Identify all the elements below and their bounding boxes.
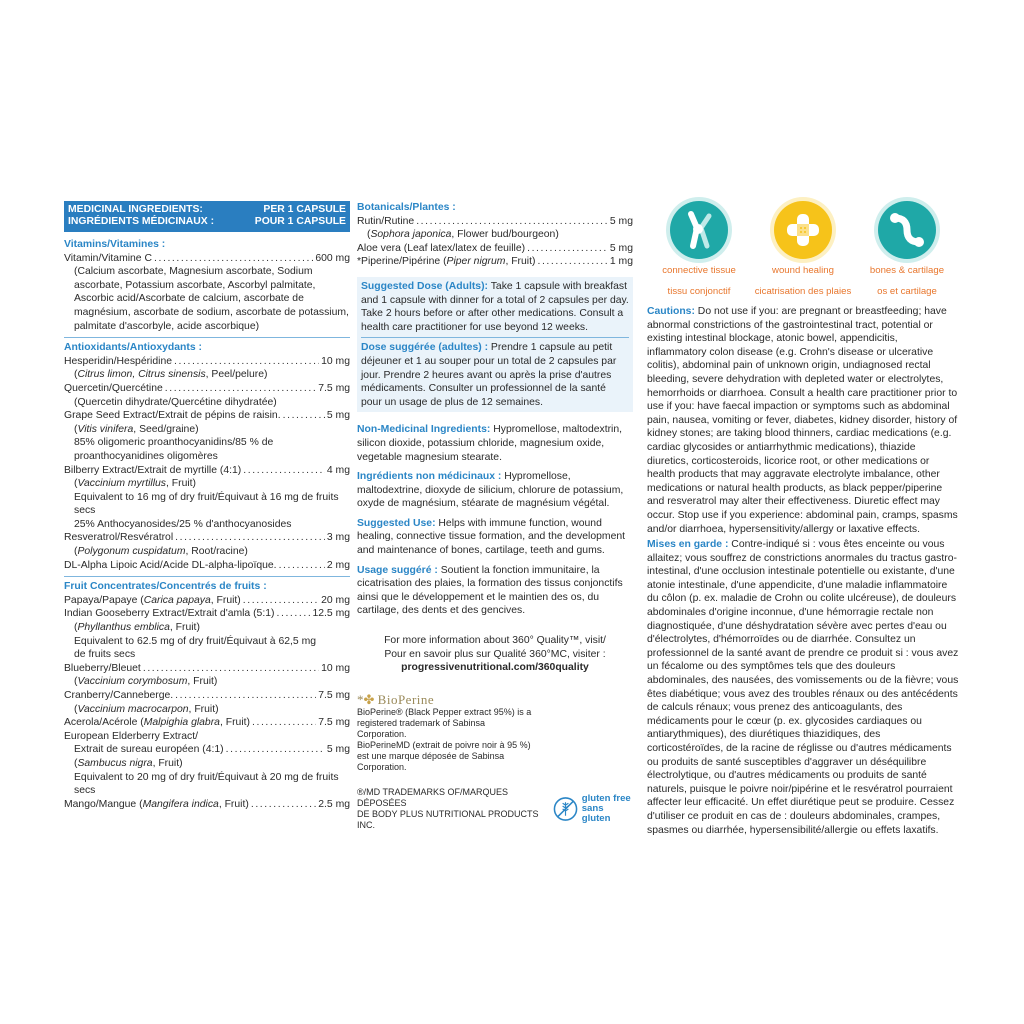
ingredient-note: (Vitis vinifera, Seed/graine) [74,423,199,435]
ingredient-name: Vitamin/Vitamine C [64,252,152,264]
ingredient-qty: 12.5 mg [312,608,350,620]
ingredient-note: (Sophora japonica, Flower bud/bourgeon) [367,229,559,241]
ingredient-name: Extrait de sureau européen (4:1) [74,744,224,756]
ingredient-qty: 10 mg [321,662,350,674]
ingredient-note: 85% oligomeric proanthocyanidins/85 % de proanthocyanidines oligomères [74,437,274,462]
bioperine-logo: *✤ BioPerine [357,691,435,707]
ingredient-row [64,689,350,703]
ingredient-name: Indian Gooseberry Extract/Extrait d'amla (5:1) [64,608,275,620]
ingredient-qty: 2.5 mg [318,798,350,810]
header-left-en: MEDICINAL INGREDIENTS: [68,204,203,215]
non-medicinal-en: Non-Medicinal Ingredients: Hypromellose, maltodextrin, silicon dioxide, potassium chloride, magnesium oxide, vegetable magnesium stearate. [357,424,623,463]
ingredient-qty: 1 mg [609,256,633,268]
medicinal-ingredients-column [64,201,350,811]
ingredient-note: (Vaccinium corymbosum, Fruit) [74,676,218,688]
suggested-use-fr: Usage suggéré : Soutient la fonction immunitaire, la cicatrisation des plaies, la formation des tissus conjonctifs ainsi que le développement et le maintien des os, du cartilage, des dents et des gencives. [357,564,623,617]
ingredient-row [64,252,350,266]
bioperine-block [357,693,537,773]
ingredient-row [357,255,633,269]
ingredient-note: (Phyllanthus emblica, Fruit) [74,622,200,634]
benefit-icons [647,201,959,298]
knee-joint-icon [670,201,728,259]
quality-info-fr: Pour en savoir plus sur Qualité 360°MC, visiter : [384,648,606,660]
ingredient-qty: 5 mg [609,242,633,254]
benefit-wound-healing [753,201,853,298]
ingredient-note: (Vaccinium myrtillus, Fruit) [74,478,197,490]
header-left-fr: INGRÉDIENTS MÉDICINAUX : [68,216,215,227]
bioperine-note-en: BioPerine® (Black Pepper extract 95%) is a registered trademark of Sabinsa Corporation. [357,706,532,739]
ingredient-name: Bilberry Extract/Extrait de myrtille (4:1) [64,464,242,476]
ingredient-note: (Polygonum cuspidatum, Root/racine) [74,546,248,558]
ingredient-row [64,409,350,423]
ingredient-note: Equivalent to 20 mg of dry fruit/Équivaut à 20 mg de fruits secs [74,771,339,797]
ingredient-row [64,607,350,621]
header-right-en: PER 1 CAPSULE [263,204,346,215]
bioperine-note-fr: BioPerineMD (extrait de poivre noir à 95 %) est une marque déposée de Sabinsa Corporation. [357,739,531,772]
bandage-icon [774,201,832,259]
divider [64,337,350,338]
ingredient-qty: 5 mg [326,744,350,756]
suggested-use-en: Suggested Use: Helps with immune function, wound healing, connective tissue formation, and the development and maintenance of bones, cartilage, teeth and gums. [357,517,626,557]
ingredient-qty: 7.5 mg [318,690,350,701]
ingredient-row [64,594,350,608]
ingredient-qty: 4 mg [326,464,350,476]
ingredient-note: Equivalent to 16 mg of dry fruit/Équivaut à 16 mg de fruits secs [74,491,339,517]
ingredient-row [64,355,350,369]
benefit-label-en: wound healing [772,265,834,276]
ingredient-note: (Quercetin dihydrate/Quercétine dihydratée) [74,396,277,408]
divider [64,576,350,577]
ingredient-name: Acerola/Acérole (Malpighia glabra, Fruit) [64,717,250,729]
ingredient-name: Quercetin/Quercétine [64,382,163,394]
non-medicinal-fr: Ingrédients non médicinaux : Hypromellose, maltodextrine, dioxyde de silicium, chlorure de potassium, oxyde de magnésium, stéarate de magnésium végétal. [357,471,624,510]
antioxidants-title: Antioxidants/Antioxydants : [64,342,202,354]
ingredient-name: Cranberry/Canneberge. [64,690,174,701]
header-right-fr: POUR 1 CAPSULE [254,216,346,227]
ingredient-row [64,662,350,676]
gluten-free-badge: gluten free sans gluten [553,794,633,824]
ingredient-note: (Citrus limon, Citrus sinensis, Peel/pelure) [74,369,268,381]
bone-icon [878,201,936,259]
ingredient-row [357,215,633,229]
ingredient-name: Mango/Mangue (Mangifera indica, Fruit) [64,798,249,810]
benefit-label-fr: cicatrisation des plaies [754,286,852,297]
ingredient-qty: 3 mg [326,532,350,544]
ingredient-row [64,559,350,573]
ingredient-qty: 5 mg [326,410,350,422]
benefit-label-en: bones & cartilage [869,265,945,276]
ingredient-name: Papaya/Papaye (Carica papaya, Fruit) [64,594,241,606]
cautions-column [647,201,959,837]
directions-column [357,201,633,831]
divider [361,337,629,338]
benefit-label-en: connective tissue [662,265,736,276]
ingredient-row [64,531,350,545]
ingredient-qty: 7.5 mg [318,717,350,729]
trademark-note: ®/MD TRADEMARKS OF/MARQUES DÉPOSÉES DE BODY PLUS NUTRITIONAL PRODUCTS INC. [357,786,539,830]
ingredient-note: de fruits secs [74,649,136,661]
botanicals-title: Botanicals/Plantes : [357,202,456,213]
ingredient-name: Rutin/Rutine [357,215,415,227]
ingredient-row [64,464,350,478]
cautions-fr: Mises en garde : Contre-indiqué si : vous êtes enceinte ou vous allaitez; vous souffrez de constrictions anormales du tractus gastro-intestinal, d'une occlusion intestinale potentielle ou existante, d'une atonie intestinale, d'une appendicite, d'une maladie inflammatoire du côlon (p. ex. maladie de Crohn ou colite ulcéreuse), de douleurs abdominales d'origine inconnue, d'une hémorragie rectale non diagnostiquée, d'une déshydratation sévère avec pertes d'eau ou d'électrolytes, d'hémorroïdes ou de diarrhée. Consultez un professionnel de la santé avant de prendre ce produit si : vous avez un fécalome ou des symptômes tels que des douleurs abdominales, des nausées, des vomissements ou de la fièvre; vous êtes diabétique; vous avez des troubles rénaux ou des antécédents de calculs rénaux; vous prenez des anticoagulants, des médicaments pour le cœur (p. ex. glycosides cardiaques ou antiarythmiques), des diurétiques thiazidiques, des corticostéroïdes, de la racine de réglisse ou d'autres médicaments ou produits de santé susceptibles d'aggraver un déséquilibre électrolytique, ou d'autres médicaments ou produits de santé naturels, puisque le poivre noir/pipérine et le resvératrol pourraient affecter leur efficacité. Un effet diurétique peut se produire. Cessez d'utiliser ce produit en cas de : douleurs abdominales, crampes, spasmes ou diarrhée, hypersensibilité/allergie ou effets laxatifs. [647,539,959,836]
suggested-dose-en: Suggested Dose (Adults): Take 1 capsule with breakfast and 1 capsule with dinner for a total of 2 capsules per day. Take 2 hours before or after other medications. Consult a health care practitioner for use beyond 12 weeks. [361,280,629,333]
ingredient-row [357,242,633,256]
ingredient-name: Aloe vera (Leaf latex/latex de feuille) [357,242,526,254]
suggested-dose-box [357,277,633,412]
ingredient-name: Blueberry/Bleuet [64,662,141,674]
ingredient-name: European Elderberry Extract/ [64,730,198,742]
ingredient-note: Equivalent to 62.5 mg of dry fruit/Équivaut à 62,5 mg [74,635,317,647]
ingredient-row [64,716,350,730]
ingredient-qty: 7.5 mg [318,382,350,394]
cautions-en: Cautions: Do not use if you: are pregnant or breastfeeding; have abnormal constrictions of the gastrointestinal tract, potential or existing intestinal blockage, atonic bowel, appendicitis, inflammatory colon disease (e.g. Crohn's disease or ulcerative colitis), abdominal pain of unknown origin, undiagnosed rectal bleeding, severe dehydration with depleted water or electrolytes, hemorrhoids or diarrhoea. Consult a health care practitioner prior to use if you: have faecal impaction or symptoms such as abdominal pain, nausea, vomiting or fever, diabetes, kidney disorder, history of kidney stones; are taking blood thinners, cardiac medications (e.g. cardiac glycosides or antiarrhythmic medications), thiazide diuretics, corticosteroids, licorice root, or other medications or health products that may aggravate electrolyte imbalance, other medications or natural health products, as black pepper/piperine and resveratrol may alter their effectiveness. Diuretic effect may occur. Stop use if you experience: abdominal pain, cramps, spasms and/or diarrhoea, hypersensitivity/allergy or laxative effects. [647,306,958,535]
ingredients-header [64,201,350,232]
footer-row [357,787,633,831]
ingredient-name: Hesperidin/Hespéridine [64,355,173,367]
benefit-connective-tissue [649,201,749,298]
ingredient-name: Resveratrol/Resvératrol [64,532,174,544]
quality-info [357,634,633,675]
ingredient-name: DL-Alpha Lipoic Acid/Acide DL-alpha-lipoïque. [64,559,277,571]
ingredient-name: Grape Seed Extract/Extrait de pépins de raisin. [64,410,281,422]
ingredient-qty: 600 mg [315,252,350,264]
ingredient-qty: 10 mg [321,355,350,367]
ingredient-name: *Piperine/Pipérine (Piper nigrum, Fruit) [357,256,536,268]
gluten-free-icon [553,796,578,822]
ingredient-qty: 2 mg [326,559,350,571]
ingredient-note: 25% Anthocyanosides/25 % d'anthocyanosides [74,518,292,530]
ingredient-qty: 20 mg [321,594,350,606]
ingredient-note: (Vaccinium macrocarpon, Fruit) [74,703,219,715]
quality-url[interactable]: progressivenutritional.com/360quality [401,662,589,674]
suggested-dose-fr: Dose suggérée (adultes) : Prendre 1 capsule au petit déjeuner et 1 au souper pour un total de 2 capsules par jour. Prendre 2 heures avant ou après la prise d'autres médicaments. Consulter un professionnel de la santé pour un usage de plus de 12 semaines. [361,342,617,408]
ingredient-row [64,798,350,812]
benefit-bones-cartilage [857,201,957,298]
ingredient-row [64,382,350,396]
benefit-label-fr: tissu conjonctif [667,286,731,297]
vitamins-title: Vitamins/Vitamines : [64,239,166,250]
benefit-label-fr: os et cartilage [877,286,937,297]
ingredient-row [64,743,350,757]
ingredient-note: (Sambucus nigra, Fruit) [74,757,183,769]
ingredient-note: (Calcium ascorbate, Magnesium ascorbate, Sodium ascorbate, Potassium ascorbate, Ascorbyl palmitate, Ascorbic acid/Ascorbate de calcium, ascorbate de magnésium, ascorbate de sodium, ascorbate de potassium, palmitate d'ascorbyle, acide ascorbique) [74,266,349,332]
quality-info-en: For more information about 360° Quality™, visit/ [384,635,606,647]
fruits-title: Fruit Concentrates/Concentrés de fruits : [64,581,267,593]
ingredient-qty: 5 mg [609,215,633,227]
